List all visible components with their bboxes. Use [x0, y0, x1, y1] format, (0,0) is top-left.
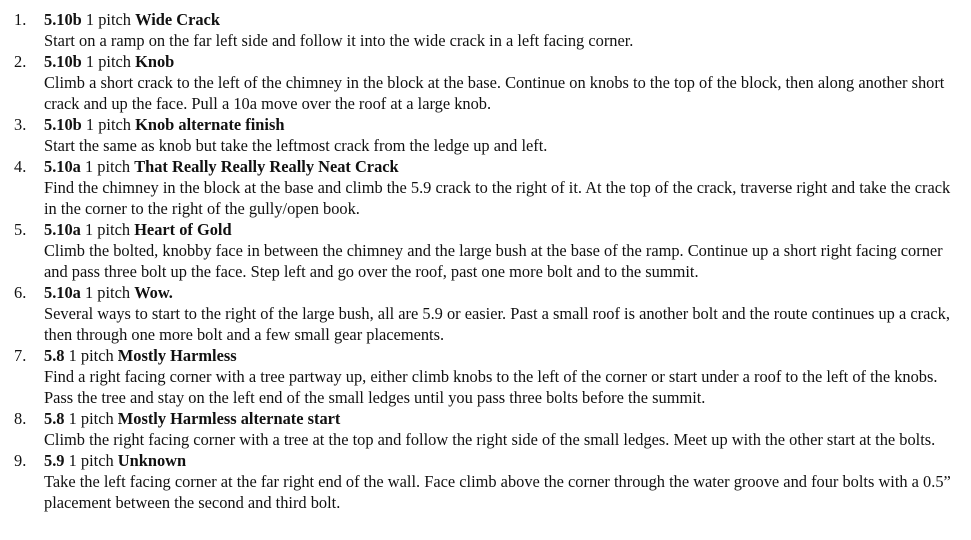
- route-heading: [44, 408, 963, 429]
- route-pitch: 1 pitch: [68, 451, 114, 470]
- route-body: [44, 408, 963, 450]
- route-grade: 5.10b: [44, 10, 82, 29]
- route-item: [14, 9, 963, 51]
- route-item: [14, 156, 963, 219]
- route-name: Heart of Gold: [134, 220, 232, 239]
- route-heading: [44, 51, 963, 72]
- route-list: [14, 9, 963, 513]
- route-number: 7.: [14, 346, 27, 365]
- route-grade: 5.8: [44, 346, 65, 365]
- route-item: [14, 408, 963, 450]
- route-pitch: 1 pitch: [85, 115, 131, 134]
- route-description: Take the left facing corner at the far right end of the wall. Face climb above the corner through the water groove and four bolts with a 0.5” placement between the second and third bolt.: [44, 472, 951, 512]
- route-number: 3.: [14, 115, 27, 134]
- route-body: [44, 51, 963, 114]
- route-item: [14, 345, 963, 408]
- route-description: Climb a short crack to the left of the chimney in the block at the base. Continue on knobs to the top of the block, then along another short crack and up the face. Pull a 10a move over the roof at a large knob.: [44, 73, 945, 113]
- route-number: 9.: [14, 451, 27, 470]
- route-item: [14, 450, 963, 513]
- route-body: [44, 156, 963, 219]
- route-description: Several ways to start to the right of the large bush, all are 5.9 or easier. Past a small roof is another bolt and the route continues up a crack, then through one more bolt and a few small gear placements.: [44, 304, 950, 344]
- route-description: Climb the right facing corner with a tree at the top and follow the right side of the small ledges. Meet up with the other start at the bolts.: [44, 430, 936, 449]
- route-heading: [44, 450, 963, 471]
- route-description: Start the same as knob but take the leftmost crack from the ledge up and left.: [44, 136, 548, 155]
- route-number: 4.: [14, 157, 27, 176]
- route-grade: 5.10b: [44, 115, 82, 134]
- route-name: That Really Really Really Neat Crack: [134, 157, 399, 176]
- route-pitch: 1 pitch: [68, 346, 114, 365]
- route-pitch: 1 pitch: [68, 409, 114, 428]
- route-heading: [44, 114, 963, 135]
- route-item: [14, 219, 963, 282]
- route-number: 8.: [14, 409, 27, 428]
- route-pitch: 1 pitch: [85, 157, 131, 176]
- route-name: Unknown: [117, 451, 187, 470]
- route-heading: [44, 219, 963, 240]
- route-number: 5.: [14, 220, 27, 239]
- route-pitch: 1 pitch: [85, 10, 131, 29]
- route-number: 1.: [14, 10, 27, 29]
- route-pitch: 1 pitch: [85, 220, 131, 239]
- route-grade: 5.10a: [44, 157, 81, 176]
- route-pitch: 1 pitch: [85, 283, 131, 302]
- route-name: Wide Crack: [135, 10, 220, 29]
- route-body: [44, 114, 963, 156]
- route-pitch: 1 pitch: [85, 52, 131, 71]
- route-grade: 5.10b: [44, 52, 82, 71]
- route-heading: [44, 9, 963, 30]
- route-name: Knob: [135, 52, 175, 71]
- route-grade: 5.10a: [44, 220, 81, 239]
- route-description: Find a right facing corner with a tree partway up, either climb knobs to the left of the corner or start under a roof to the left of the knobs. Pass the tree and stay on the left end of the small ledges until you pass three bolts before the summit.: [44, 367, 938, 407]
- route-description: Climb the bolted, knobby face in between the chimney and the large bush at the base of the ramp. Continue up a short right facing corner and pass three bolt up the face. Step left and go over the roof, past one more bolt and to the summit.: [44, 241, 943, 281]
- route-grade: 5.10a: [44, 283, 81, 302]
- route-heading: [44, 156, 963, 177]
- route-item: [14, 114, 963, 156]
- route-name: Mostly Harmless: [117, 346, 237, 365]
- route-name: Mostly Harmless alternate start: [117, 409, 341, 428]
- route-body: [44, 450, 963, 513]
- route-description: Find the chimney in the block at the base and climb the 5.9 crack to the right of it. At the top of the crack, traverse right and take the crack in the corner to the right of the gully/open book.: [44, 178, 951, 218]
- route-description: Start on a ramp on the far left side and follow it into the wide crack in a left facing corner.: [44, 31, 634, 50]
- route-grade: 5.8: [44, 409, 65, 428]
- route-grade: 5.9: [44, 451, 65, 470]
- route-number: 2.: [14, 52, 27, 71]
- route-body: [44, 219, 963, 282]
- route-item: [14, 282, 963, 345]
- route-body: [44, 345, 963, 408]
- route-heading: [44, 345, 963, 366]
- route-number: 6.: [14, 283, 27, 302]
- route-item: [14, 51, 963, 114]
- route-name: Wow.: [134, 283, 173, 302]
- route-heading: [44, 282, 963, 303]
- route-body: [44, 9, 963, 51]
- route-name: Knob alternate finish: [135, 115, 285, 134]
- route-body: [44, 282, 963, 345]
